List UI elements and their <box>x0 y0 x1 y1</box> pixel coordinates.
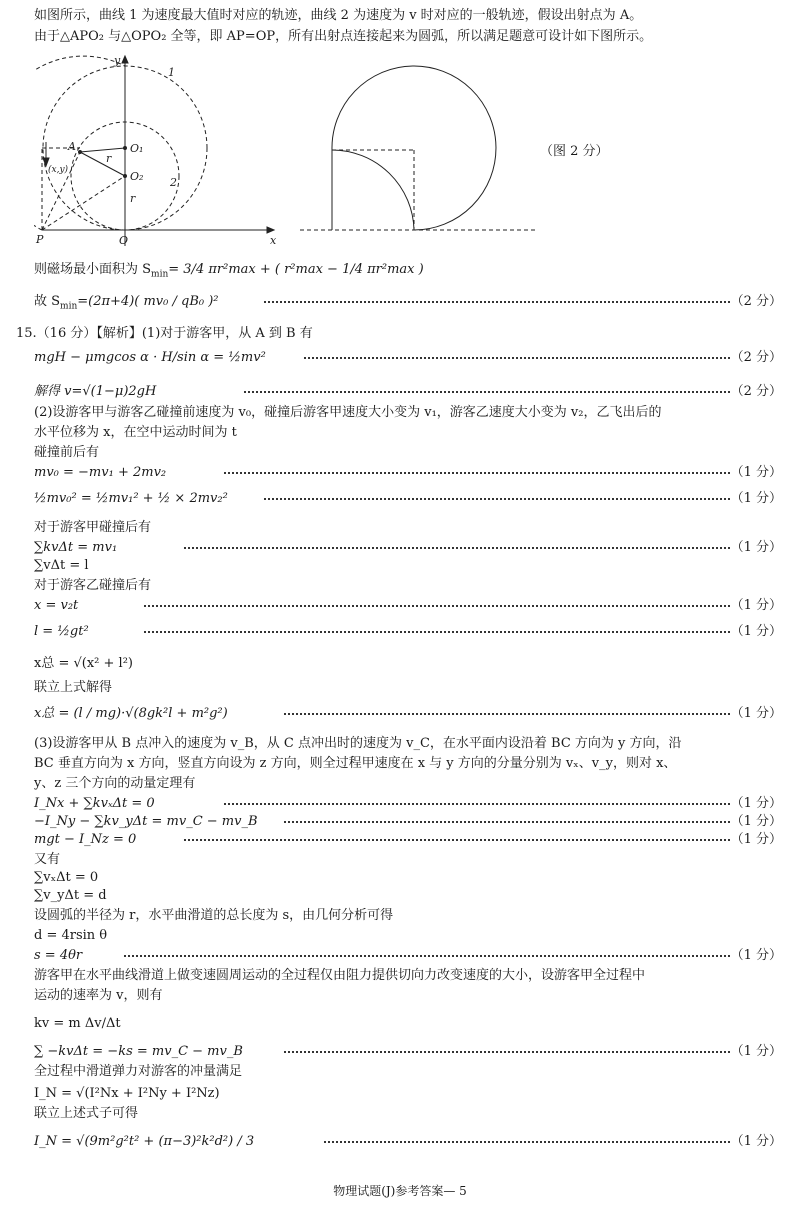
label-r-1: r <box>106 152 112 165</box>
q15-eq9: x总 = √(x² + l²) <box>34 656 133 671</box>
q15-eq13: mgt − I_Nz = 0 （1 分） <box>34 832 782 847</box>
label-o: O <box>119 234 129 247</box>
q15-for-yi: 对于游客乙碰撞后有 <box>34 578 152 593</box>
figure-score-note: （图 2 分） <box>540 144 609 159</box>
q15-eq17: s = 4θr （1 分） <box>34 948 782 963</box>
q15-eq8: l = ½gt² （1 分） <box>34 624 782 639</box>
q15-part3-line1: (3)设游客甲从 B 点冲入的速度为 v_B，从 C 点冲出时的速度为 v_C，在水平面内设沿着 BC 方向为 y 方向，沿 <box>34 736 682 751</box>
q15-eq11: I_Nx + ∑kvₓΔt = 0 （1 分） <box>34 796 782 811</box>
q15-part2-line1: (2)设游客甲与游客乙碰撞前速度为 v₀，碰撞后游客甲速度大小变为 v₁，游客乙速度大小变为 v₂，乙飞出后的 <box>34 405 662 420</box>
intro-line-2: 由于△APO₂ 与△OPO₂ 全等，即 AP=OP，所有出射点连接起来为圆弧，所以满足题意可设计如下图所示。 <box>34 29 653 44</box>
q15-eq18: kv = m Δv/Δt <box>34 1016 121 1031</box>
q15-eq16: d = 4rsin θ <box>34 928 108 943</box>
label-a: A <box>68 140 76 153</box>
q15-eq4: ½mv₀² = ½mv₁² + ½ × 2mv₂² （1 分） <box>34 491 782 506</box>
q15-eq1: mgH − μmgcos α · H/sin α = ½mv² （2 分） <box>34 350 782 365</box>
q15-eq20: I_N = √(I²Nx + I²Ny + I²Nz) <box>34 1086 220 1101</box>
q15-also: 又有 <box>34 852 61 867</box>
q15-geometry: 设圆弧的半径为 r，水平曲滑道的总长度为 s，由几何分析可得 <box>34 908 394 923</box>
q15-eq14: ∑vₓΔt = 0 <box>34 870 99 885</box>
q15-eq15: ∑v_yΔt = d <box>34 888 107 903</box>
q15-for-jia: 对于游客甲碰撞后有 <box>34 520 152 535</box>
q15-eq6: ∑vΔt = l <box>34 558 89 573</box>
label-xy: (x,y) <box>48 165 69 175</box>
q15-eq7: x = v₂t （1 分） <box>34 598 782 613</box>
magnetic-field-region-figure <box>300 50 550 240</box>
q15-eq3: mv₀ = −mv₁ + 2mv₂ （1 分） <box>34 465 782 480</box>
q15-before-after: 碰撞前后有 <box>34 445 100 460</box>
label-curve-2: 2 <box>170 176 177 189</box>
label-p: P <box>36 233 44 246</box>
label-o2: O₂ <box>130 170 144 183</box>
q15-part4-line2: 运动的速率为 v，则有 <box>34 988 163 1003</box>
q15-eq21: I_N = √(9m²g²t² + (π−3)²k²d²) / 3 （1 分） <box>34 1134 782 1149</box>
label-x: x <box>270 234 277 247</box>
q15-part3-line3: y、z 三个方向的动量定理有 <box>34 776 196 791</box>
label-r-2: r <box>130 192 136 205</box>
q15-header: 15.（16 分）【解析】(1)对于游客甲，从 A 到 B 有 <box>16 326 313 341</box>
q15-part3-line2: BC 垂直方向为 x 方向，竖直方向设为 z 方向，则全过程甲速度在 x 与 y 方向的分量分别为 vₓ、v_y，则对 x、 <box>34 756 677 771</box>
q15-eq10: x总 = (l / mg)·√(8gk²l + m²g²) （1 分） <box>34 706 782 721</box>
q15-eq12: −I_Ny − ∑kv_yΔt = mv_C − mv_B （1 分） <box>34 814 782 829</box>
q15-eq5: ∑kvΔt = mv₁ （1 分） <box>34 540 782 555</box>
label-curve-1: 1 <box>168 66 175 79</box>
q15-part4-line1: 游客甲在水平曲线滑道上做变速圆周运动的全过程仅由阻力提供切向力改变速度的大小，设游客甲全过程中 <box>34 968 646 983</box>
q15-impulse: 全过程中滑道弹力对游客的冲量满足 <box>34 1064 243 1079</box>
q15-eq2: 解得 v=√(1−μ)2gH （2 分） <box>34 384 782 399</box>
q15-solve: 联立上式解得 <box>34 680 113 695</box>
area-result-line: 故 $S_{min}=(2\pi+4)$( mv₀ / qB₀ )² （2 分） <box>34 294 782 312</box>
q15-part2-line2: 水平位移为 x，在空中运动时间为 t <box>34 425 237 440</box>
label-o1: O₁ <box>130 142 144 155</box>
page-footer: 物理试题(J)参考答案— 5 <box>333 1184 467 1198</box>
q15-solve2: 联立上述式子可得 <box>34 1106 139 1121</box>
trajectory-figure <box>34 50 294 250</box>
q15-eq19: ∑ −kvΔt = −ks = mv_C − mv_B （1 分） <box>34 1044 782 1059</box>
area-line: 则磁场最小面积为 $S_{min}= 3/4$ πr²max + ( r²max − 1/4 πr²max ) <box>34 262 424 280</box>
label-y: y <box>114 54 121 67</box>
intro-line-1: 如图所示，曲线 1 为速度最大值时对应的轨迹，曲线 2 为速度为 v 时对应的一般轨迹，假设出射点为 A。 <box>34 8 643 23</box>
